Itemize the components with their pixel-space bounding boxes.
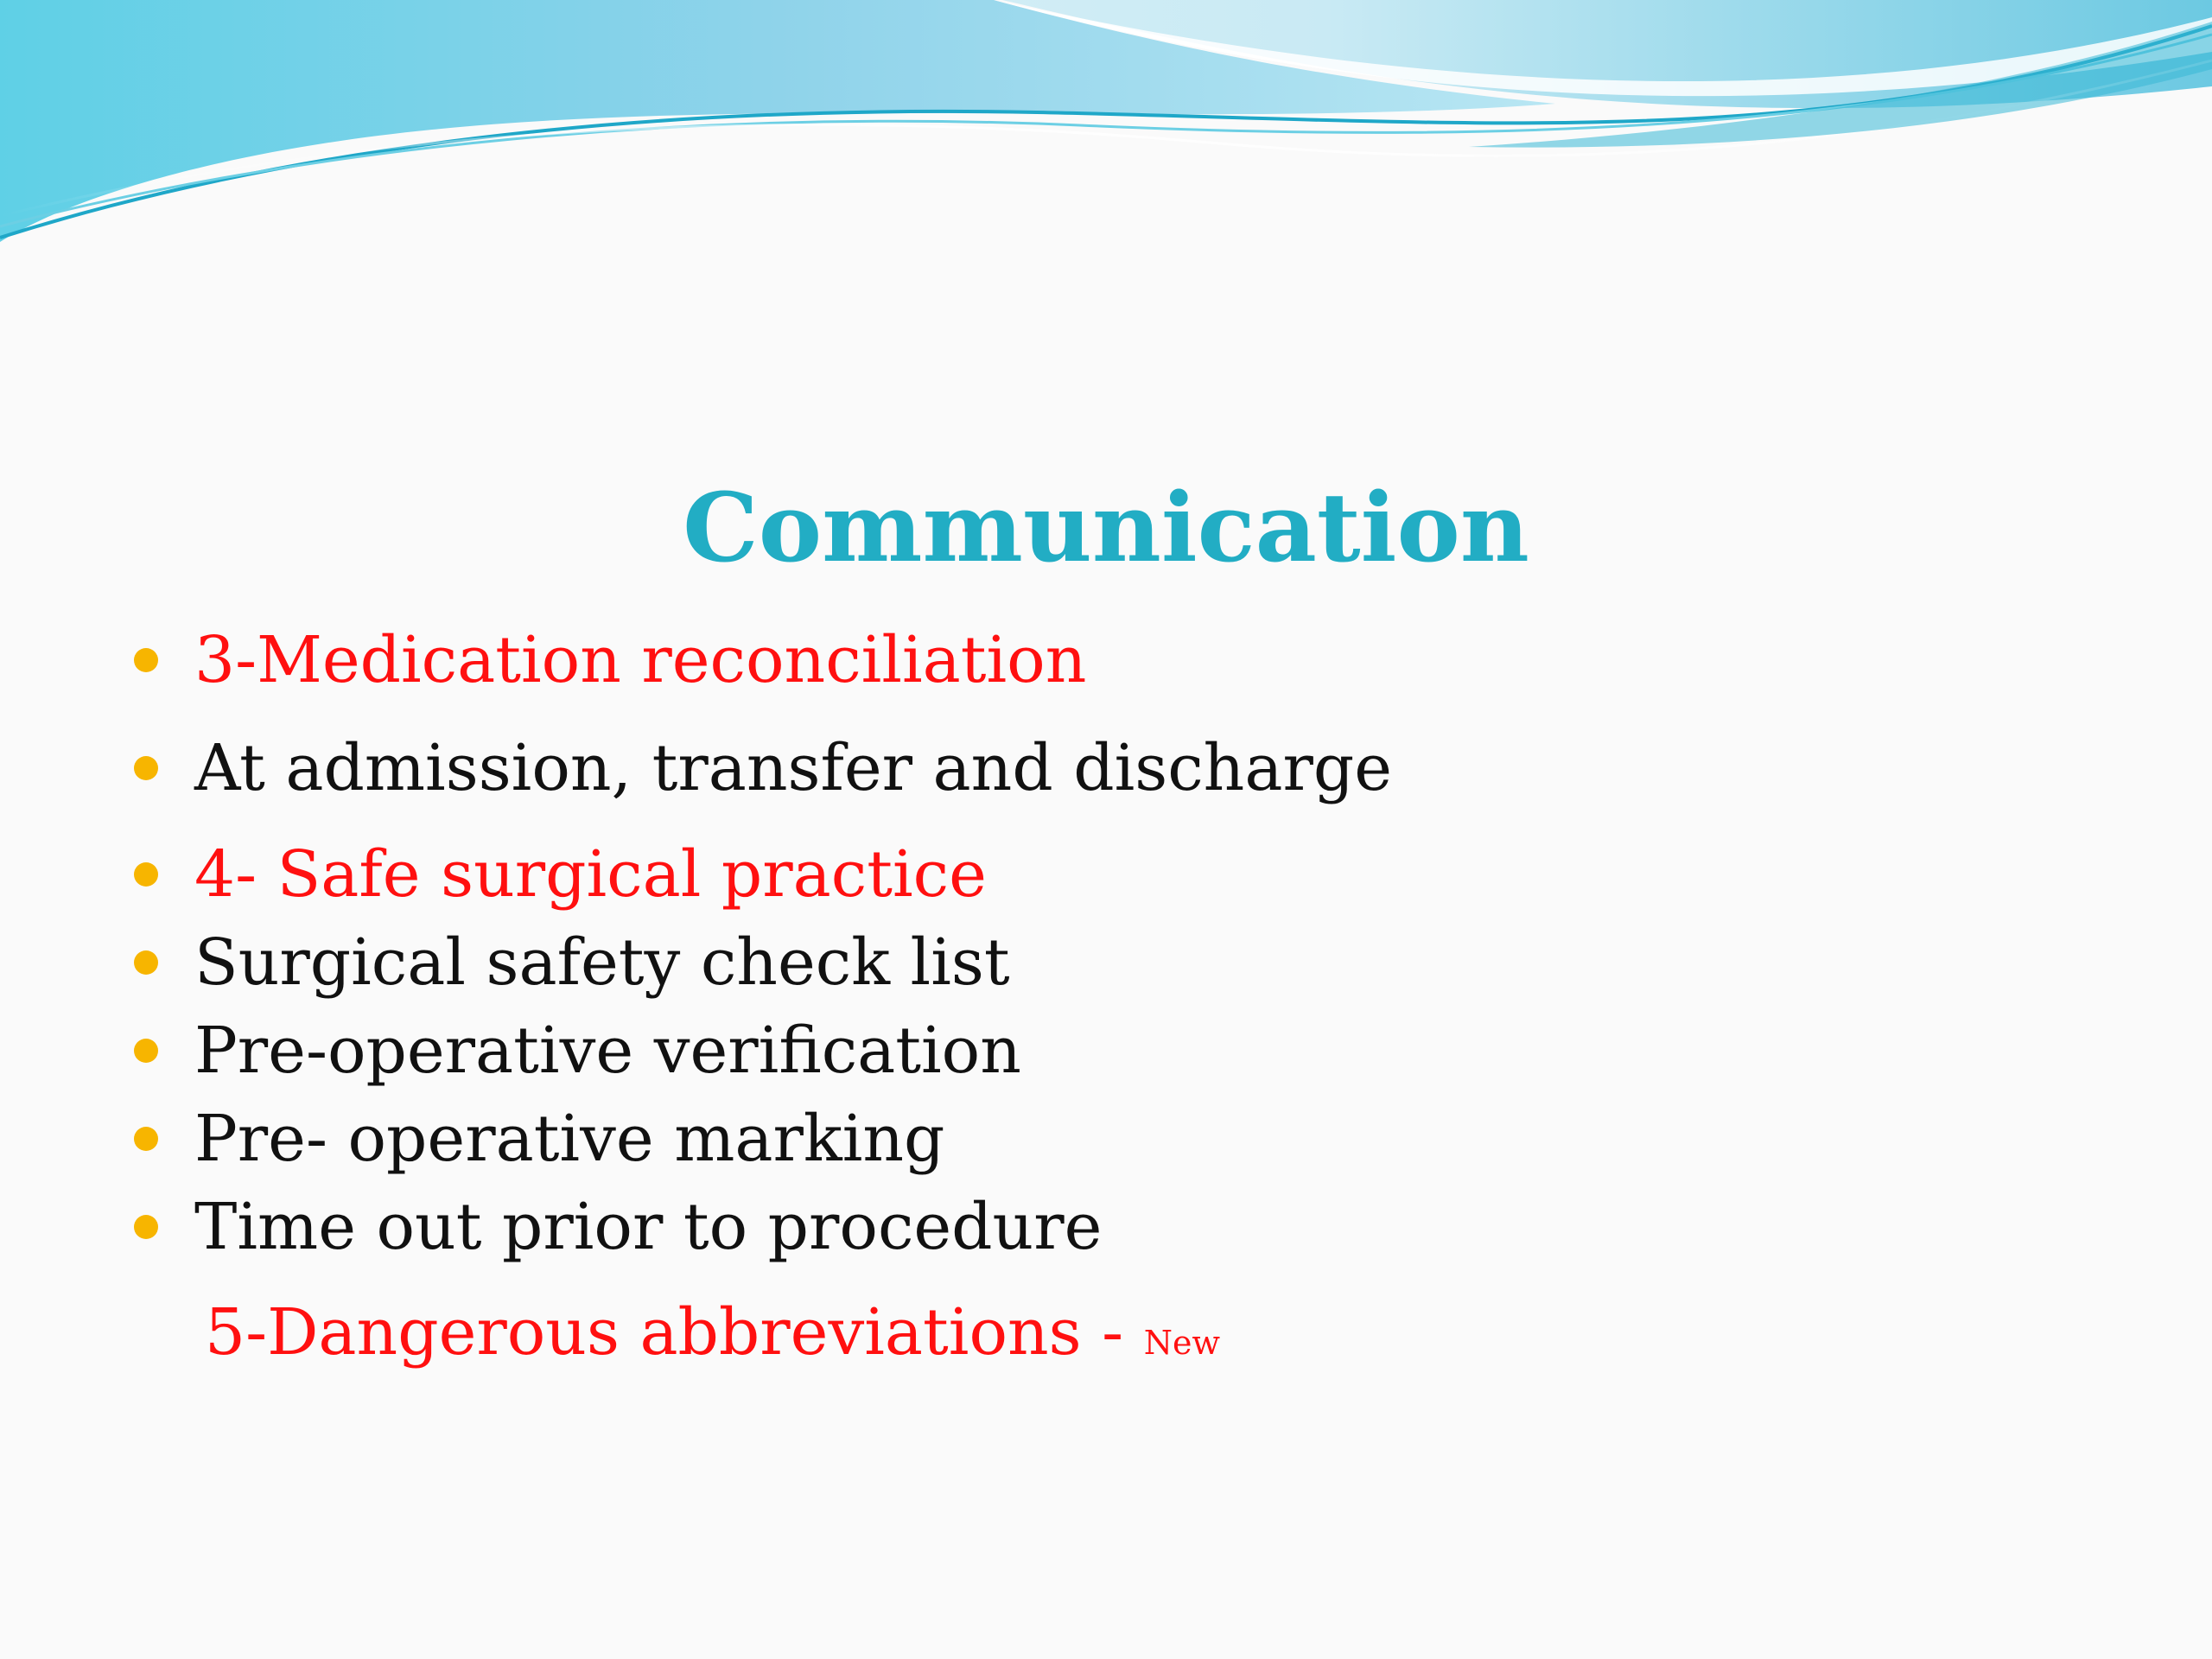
list-item (134, 1102, 945, 1176)
bullet-dot-icon (134, 1215, 158, 1239)
list-item (134, 837, 987, 912)
list-item-text: 4- Safe surgical practice (194, 837, 987, 912)
bullet-dot-icon (134, 756, 158, 780)
list-item (134, 731, 1392, 805)
list-item (134, 623, 1087, 697)
bullet-dot-icon (134, 1127, 158, 1151)
bullet-dot-icon (134, 1039, 158, 1063)
bullet-dot-icon (134, 950, 158, 975)
list-item-text: At admission, transfer and discharge (194, 731, 1392, 805)
list-item-text: Pre- operative marking (194, 1102, 945, 1176)
list-item-text: Pre-operative verification (194, 1014, 1021, 1088)
list-item (134, 1014, 1021, 1088)
list-item-text: 3-Medication reconciliation (194, 623, 1087, 697)
slide-title-text: Communication (683, 472, 1529, 583)
bullet-dot-icon (134, 862, 158, 887)
list-item-text: Surgical safety check list (194, 925, 1010, 1000)
dangerous-abbreviations-line (205, 1295, 1220, 1370)
list-item-text: Time out prior to procedure (194, 1190, 1103, 1264)
dangerous-abbreviations-text: 5-Dangerous abbreviations - (205, 1295, 1144, 1370)
list-item (134, 1190, 1103, 1264)
list-item (134, 925, 1010, 1000)
new-tag: New (1143, 1324, 1220, 1362)
bullet-dot-icon (134, 648, 158, 672)
